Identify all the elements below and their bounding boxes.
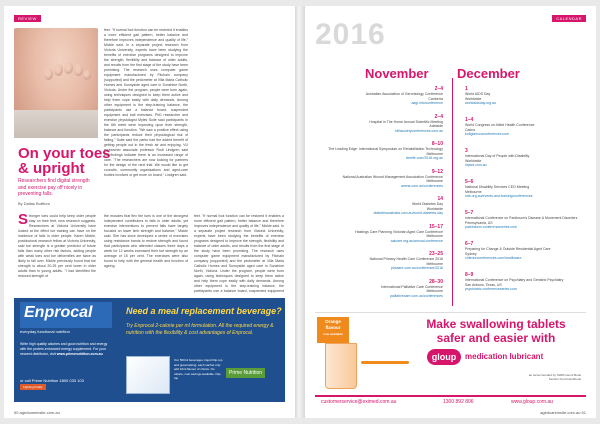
ad-headline: Need a meal replacement beverage?: [126, 306, 282, 316]
calendar-event: [313, 169, 443, 189]
event-place: Worldwide: [465, 96, 482, 101]
ad-subheadline: Try Enprocal 2-calorie per ml formulation. All the required energy & nutrition with the flexibility & cost advantages of Enprocal.: [126, 323, 274, 336]
article-column-4: feet. "If normal foot function can be restored it enables a more efficient gait pattern, better balance and therefore improves independence and quality of life," Mickle said. In a separate project research from Victoria University, experts have been studying the benefits of exercise programs designed to improve the strength, flexibility and balance of older adults, and results from the first stage of the study have been promising. The research uses computer game equipment manufactured by Fitchain company (supported) and the pedometer at Villa Maria Catholic Homes and Sunnyside aged care in Sunshine North, Victoria. Under the program, people were born again, using techniques designed to keep them active and help them cope easily with daily demands. Among other equipment is the step-training balance, the participants use a balance board, suspended equipment: [194, 214, 284, 293]
recommendation-note: as recommended by SHPA Gems Book Section Fund Handbook: [528, 373, 581, 381]
event-date: 6–7: [465, 241, 474, 247]
event-date: 8–9: [465, 272, 474, 278]
event-date: 15–17: [429, 223, 443, 230]
event-place: Worldwide: [465, 158, 482, 163]
fighting-frailty-badge: Fighting Frailty: [20, 384, 46, 390]
event-url[interactable]: criterionconferences.com/healthcare: [465, 256, 522, 260]
event-date: 3: [465, 148, 468, 154]
event-title: National Primary Health Care Conference 2016: [369, 257, 443, 261]
event-title: International Conference on Psychiatry and Geriatric Psychiatry: [465, 278, 564, 282]
ad-headline: [411, 317, 581, 345]
calendar-event: [465, 241, 595, 261]
event-url[interactable]: aalcare.org.au/annual-conference: [390, 238, 443, 243]
event-place: Melbourne: [465, 189, 482, 194]
glass-image: [325, 343, 357, 389]
event-place: Melbourne: [426, 179, 443, 183]
page-number: agedcareinsite.com.au 51: [540, 410, 586, 415]
article-column-3: feet. "If normal foot function can be restored it enables a more efficient gait pattern, better balance and therefore improves independence and quality of life," Mickle said. In a separate project research from Victoria University, experts have been studying the benefits of exercise programs designed to improve the strength, flexibility and balance of older adults, and results from the first stage of the study have been promising. The research uses computer game equipment manufactured by Fitchain company (supported) and the pedometer at Villa Maria Catholic Homes and Sunnyside aged care in Sunshine North, Victoria. Under the program, people were born again, using techniques designed to keep them active and help them cope easily with daily demands. Among other equipment is the step-training balance, the participants use a balance board, suspended equipment and ball exercises. PhD researcher and exercise physiologist Myles Suite said participants in the 6th week were improving upon their strength, balance and function. "We saw a positive effect using the participants reduce their physiological risk of falling," Suite said the parks had the added benefit of getting people out in the fresh air and enjoying. VU researcher associate professor Rudi Lindgren said the findings indicate there is an increased range of care. "The researchers are now looking for partners for the design of the next trial. We would like to get councils, community organisations and aged-care bodies involved or get more on board," Lindgren said.: [104, 28, 188, 177]
event-url[interactable]: hithsocietyconferences.com.au: [394, 128, 443, 133]
badge-text: Orange: [325, 319, 341, 324]
headline-line: On your toes: [18, 145, 111, 162]
prime-nutrition-logo: Prime Nutrition: [226, 368, 265, 378]
month-december: December: [457, 66, 520, 81]
calendar-event: [465, 117, 595, 137]
event-title: International Day of People with Disability: [465, 154, 530, 158]
enprocal-ad[interactable]: [14, 298, 285, 402]
event-place: Worldwide: [426, 206, 443, 211]
month-november: November: [365, 66, 429, 81]
ad-body-text: Write high quality calories and good nutrition and energy with the protein-enhanced energy supplement. For your nearest distributor, visit: [20, 342, 108, 356]
article-byline: By Dallas Buttfurn: [18, 201, 51, 206]
article-column-2: the muscles that flex the toes is one of the strongest independent contributors to falls in older adults, yet exercise interventions to prevent falls have largely focused on lower limb strength and balance," Mickle said. She has since developed a series of exercises using resistance bands to restore strength and found that participants who attended classes three days a week for 12 weeks increased their toe strength by an average of 15 per cent. The exercises were also found to help with the general health and function of ageing: [104, 214, 188, 268]
event-title: National Disability Services CEO Meeting: [465, 185, 530, 189]
toe-shape: [83, 70, 91, 80]
event-date: 28–30: [429, 278, 443, 285]
calendar-event: [313, 141, 443, 161]
calendar-event: [313, 251, 443, 271]
photo-floor: [14, 110, 98, 138]
left-page: [4, 6, 295, 418]
ad-email[interactable]: customerservice@eximed.com.au: [321, 399, 397, 405]
event-title: Hospital in The Home Annual Scientific Meeting: [369, 119, 443, 124]
event-url[interactable]: palliativecare.com.au/conferences: [390, 293, 443, 298]
enprocal-logo: [20, 302, 112, 328]
feet-photo: [14, 28, 98, 138]
column-text: tronger toes could help keep older people stay on their feet, new research suggests. Researchers at Victoria University have looked at the effect toe training can have on the incidence of falls in older people. Karen Mickle, postdoctoral research fellow at Victoria University, said toe strength is a greater predictor of future falls than many other risk factors, adding people with weak toes and toe deformities are twice as likely to fall over. Mickle previously found that toe strength is about 20-25 per cent lower in older adults than in young adults. "I had identified the reduced strength of: [18, 214, 96, 278]
event-date: 14: [437, 196, 443, 202]
event-date: 2–4: [434, 86, 443, 92]
orange-flavour-badge: [317, 317, 349, 343]
event-title: World AIDS Day: [465, 92, 491, 96]
event-title: Preparing for Change & Outside Residential Aged Care: [465, 247, 551, 251]
page-gutter: [295, 6, 305, 418]
calendar-event: [465, 86, 595, 106]
event-date: 5–7: [465, 210, 474, 216]
ad-website[interactable]: www.gloup.com.au: [511, 399, 553, 405]
event-place: Melbourne: [426, 151, 443, 156]
ad-phone: or call Prime Nutrition 1800 033 103: [20, 378, 84, 383]
calendar-event: [313, 224, 443, 244]
headline-line: safer and easier with: [436, 331, 556, 345]
event-title: World Congress on Allied Health Conference: [465, 123, 535, 127]
event-place: Cairns: [465, 127, 476, 132]
article-standfirst: Researchers find digital strength and exercise pay off nicely in preventing falls.: [18, 178, 90, 197]
calendar-event: [465, 179, 595, 199]
brand-name: Enprocal: [24, 304, 93, 321]
event-url[interactable]: diabetesaustralia.com.au/world-diabetes-day: [373, 211, 443, 215]
toe-shape: [44, 68, 53, 80]
event-date: 9–12: [431, 168, 443, 175]
event-url[interactable]: nds.org.au/events-and-training/conferences: [465, 194, 533, 198]
right-page: [305, 6, 596, 418]
product-name: medication lubricant: [465, 352, 544, 361]
event-url[interactable]: aagi.info/conference: [411, 101, 443, 105]
event-title: Australian Association of Gerontology Conference: [365, 92, 443, 96]
event-url[interactable]: phcaare.com.au/conference/2016: [390, 266, 443, 270]
calendar-year: 2016: [315, 18, 386, 51]
event-place: Melbourne: [426, 234, 443, 238]
gloup-logo: gloup: [427, 349, 461, 365]
event-title: World Diabetes Day: [411, 202, 443, 206]
event-place: Adelaide: [429, 124, 443, 128]
event-date: 23–25: [429, 251, 443, 257]
calendar-event: [313, 114, 443, 134]
badge-text: flavour: [325, 325, 341, 330]
calendar-event: [313, 279, 443, 299]
ad-footer: [315, 395, 586, 409]
calendar-event: [465, 148, 595, 168]
calendar-event: [313, 86, 443, 106]
calendar-event: [313, 196, 443, 216]
event-place: Melbourne: [426, 261, 443, 266]
section-tab: CALENDAR: [552, 15, 586, 22]
ad-website[interactable]: www.primenutrition.com.au: [56, 352, 103, 356]
page-number: 50 agedcareinsite.com.au: [14, 410, 60, 415]
event-place: Sydney: [465, 251, 477, 256]
toe-shape: [54, 64, 63, 76]
event-url[interactable]: idpwd.com.au: [465, 163, 487, 167]
event-url[interactable]: awma.com.au/conferences: [401, 183, 443, 188]
event-url[interactable]: treelfe.com/2016.org.au: [406, 156, 443, 160]
event-title: National Australian Wound Management Association Conference: [342, 174, 443, 179]
article-headline: [18, 146, 111, 176]
event-place: San Antonio, Texas, US: [465, 282, 502, 287]
headline-line: & upright: [18, 160, 85, 177]
calendar-event: [465, 272, 595, 292]
event-title: Hastings Care Planning Victorian Aged Care Conference: [355, 229, 443, 234]
event-url[interactable]: worldaidsday.org.au: [465, 101, 497, 105]
calendar-event: [465, 210, 595, 230]
event-date: 8–10: [431, 141, 443, 147]
event-place: Melbourne: [426, 289, 443, 293]
pack-description: Our 500ml beverages, liquid Flip-top and great tasting, each sachet only add 10ml flavour of choice. No calorie, cost savings-available. Flip-top: [174, 358, 223, 380]
badge-text: now available: [323, 332, 343, 336]
gloup-ad[interactable]: [315, 312, 586, 409]
event-title: International Conference on Parkinson's Disease & Movement Disorders: [465, 216, 578, 220]
calendar-divider: [452, 78, 453, 306]
spoon-image: [361, 361, 409, 364]
toe-shape: [74, 64, 83, 76]
event-date: 1–4: [465, 117, 474, 123]
ad-phone: 1300 892 806: [443, 399, 474, 405]
ad-tagline: everyday functional nutrition: [20, 329, 70, 334]
event-url[interactable]: parkinsons.conferenceseries.com: [465, 225, 518, 229]
event-place: Pennsylvania, US: [465, 220, 493, 225]
event-title: International Palliative Care Conference: [381, 284, 443, 289]
drop-cap: S: [18, 214, 29, 228]
toe-shape: [64, 62, 73, 74]
event-url[interactable]: kofiglanvcoconferences.com: [465, 132, 510, 136]
section-tab: REVIEW: [14, 15, 41, 22]
event-date: 5–6: [465, 179, 474, 185]
event-date: 2–4: [434, 113, 443, 120]
event-date: 1: [465, 86, 468, 92]
event-title: The Leading Edge: International Symposium on Rehabilitation Technology: [328, 147, 443, 151]
article-column-1: [18, 214, 96, 294]
headline-line: Make swallowing tablets: [426, 317, 566, 331]
event-url[interactable]: psychiatric.conferenceseries.com: [465, 287, 517, 291]
product-pack-image: [126, 356, 170, 394]
ad-body: [20, 342, 112, 357]
event-place: Canberra: [428, 96, 443, 101]
